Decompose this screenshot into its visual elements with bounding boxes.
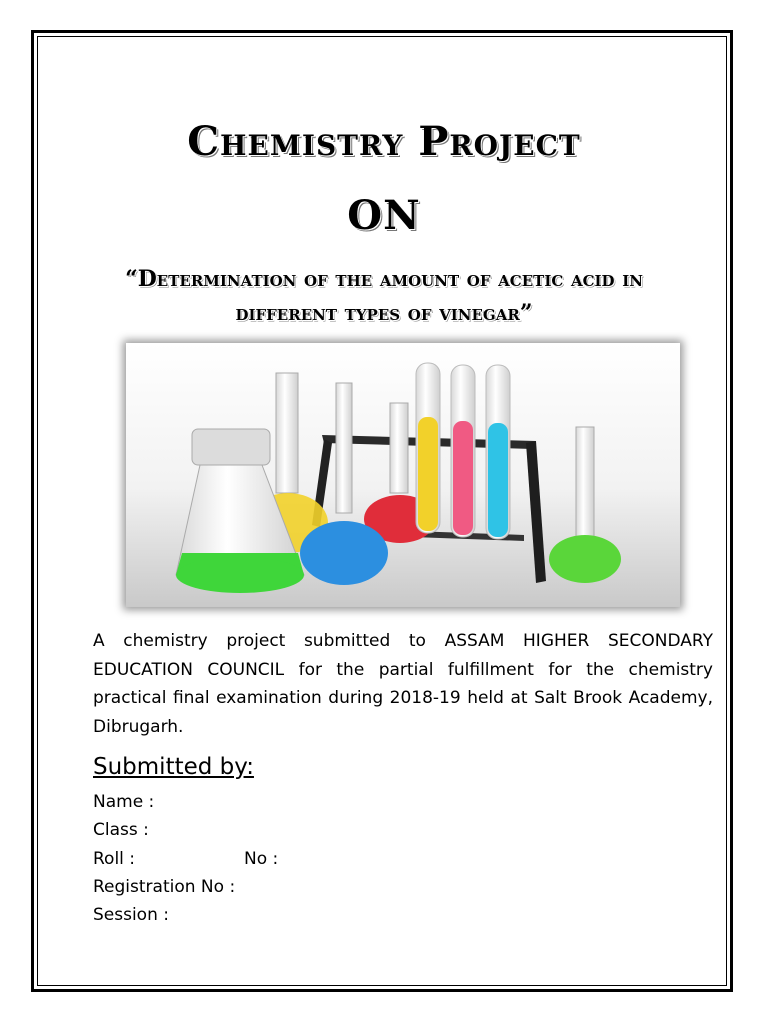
roll-label: Roll : bbox=[93, 849, 136, 869]
test-tubes bbox=[416, 363, 510, 539]
project-subtitle: “Determination of the amount of acetic acid in different types of vinegar” bbox=[125, 266, 643, 326]
class-label: Class : bbox=[93, 820, 149, 840]
project-intro: A chemistry project submitted to ASSAM HIGHER SECONDARY EDUCATION COUNCIL for the partial fulfillment for the chemistry practical final examination during 2018-19 held at Salt Brook Academy, Dibrugarh. bbox=[93, 631, 713, 737]
registration-label: Registration No : bbox=[93, 877, 236, 897]
no-label: No : bbox=[244, 849, 279, 869]
name-label: Name : bbox=[93, 792, 155, 812]
glassware-illustration bbox=[126, 343, 680, 607]
lab-glassware-image bbox=[126, 343, 680, 607]
title-line-1: Chemistry Project bbox=[187, 118, 581, 165]
submitted-by-heading: Submitted by: bbox=[93, 754, 254, 780]
title-line-2: ON bbox=[347, 192, 421, 239]
session-label: Session : bbox=[93, 905, 169, 925]
